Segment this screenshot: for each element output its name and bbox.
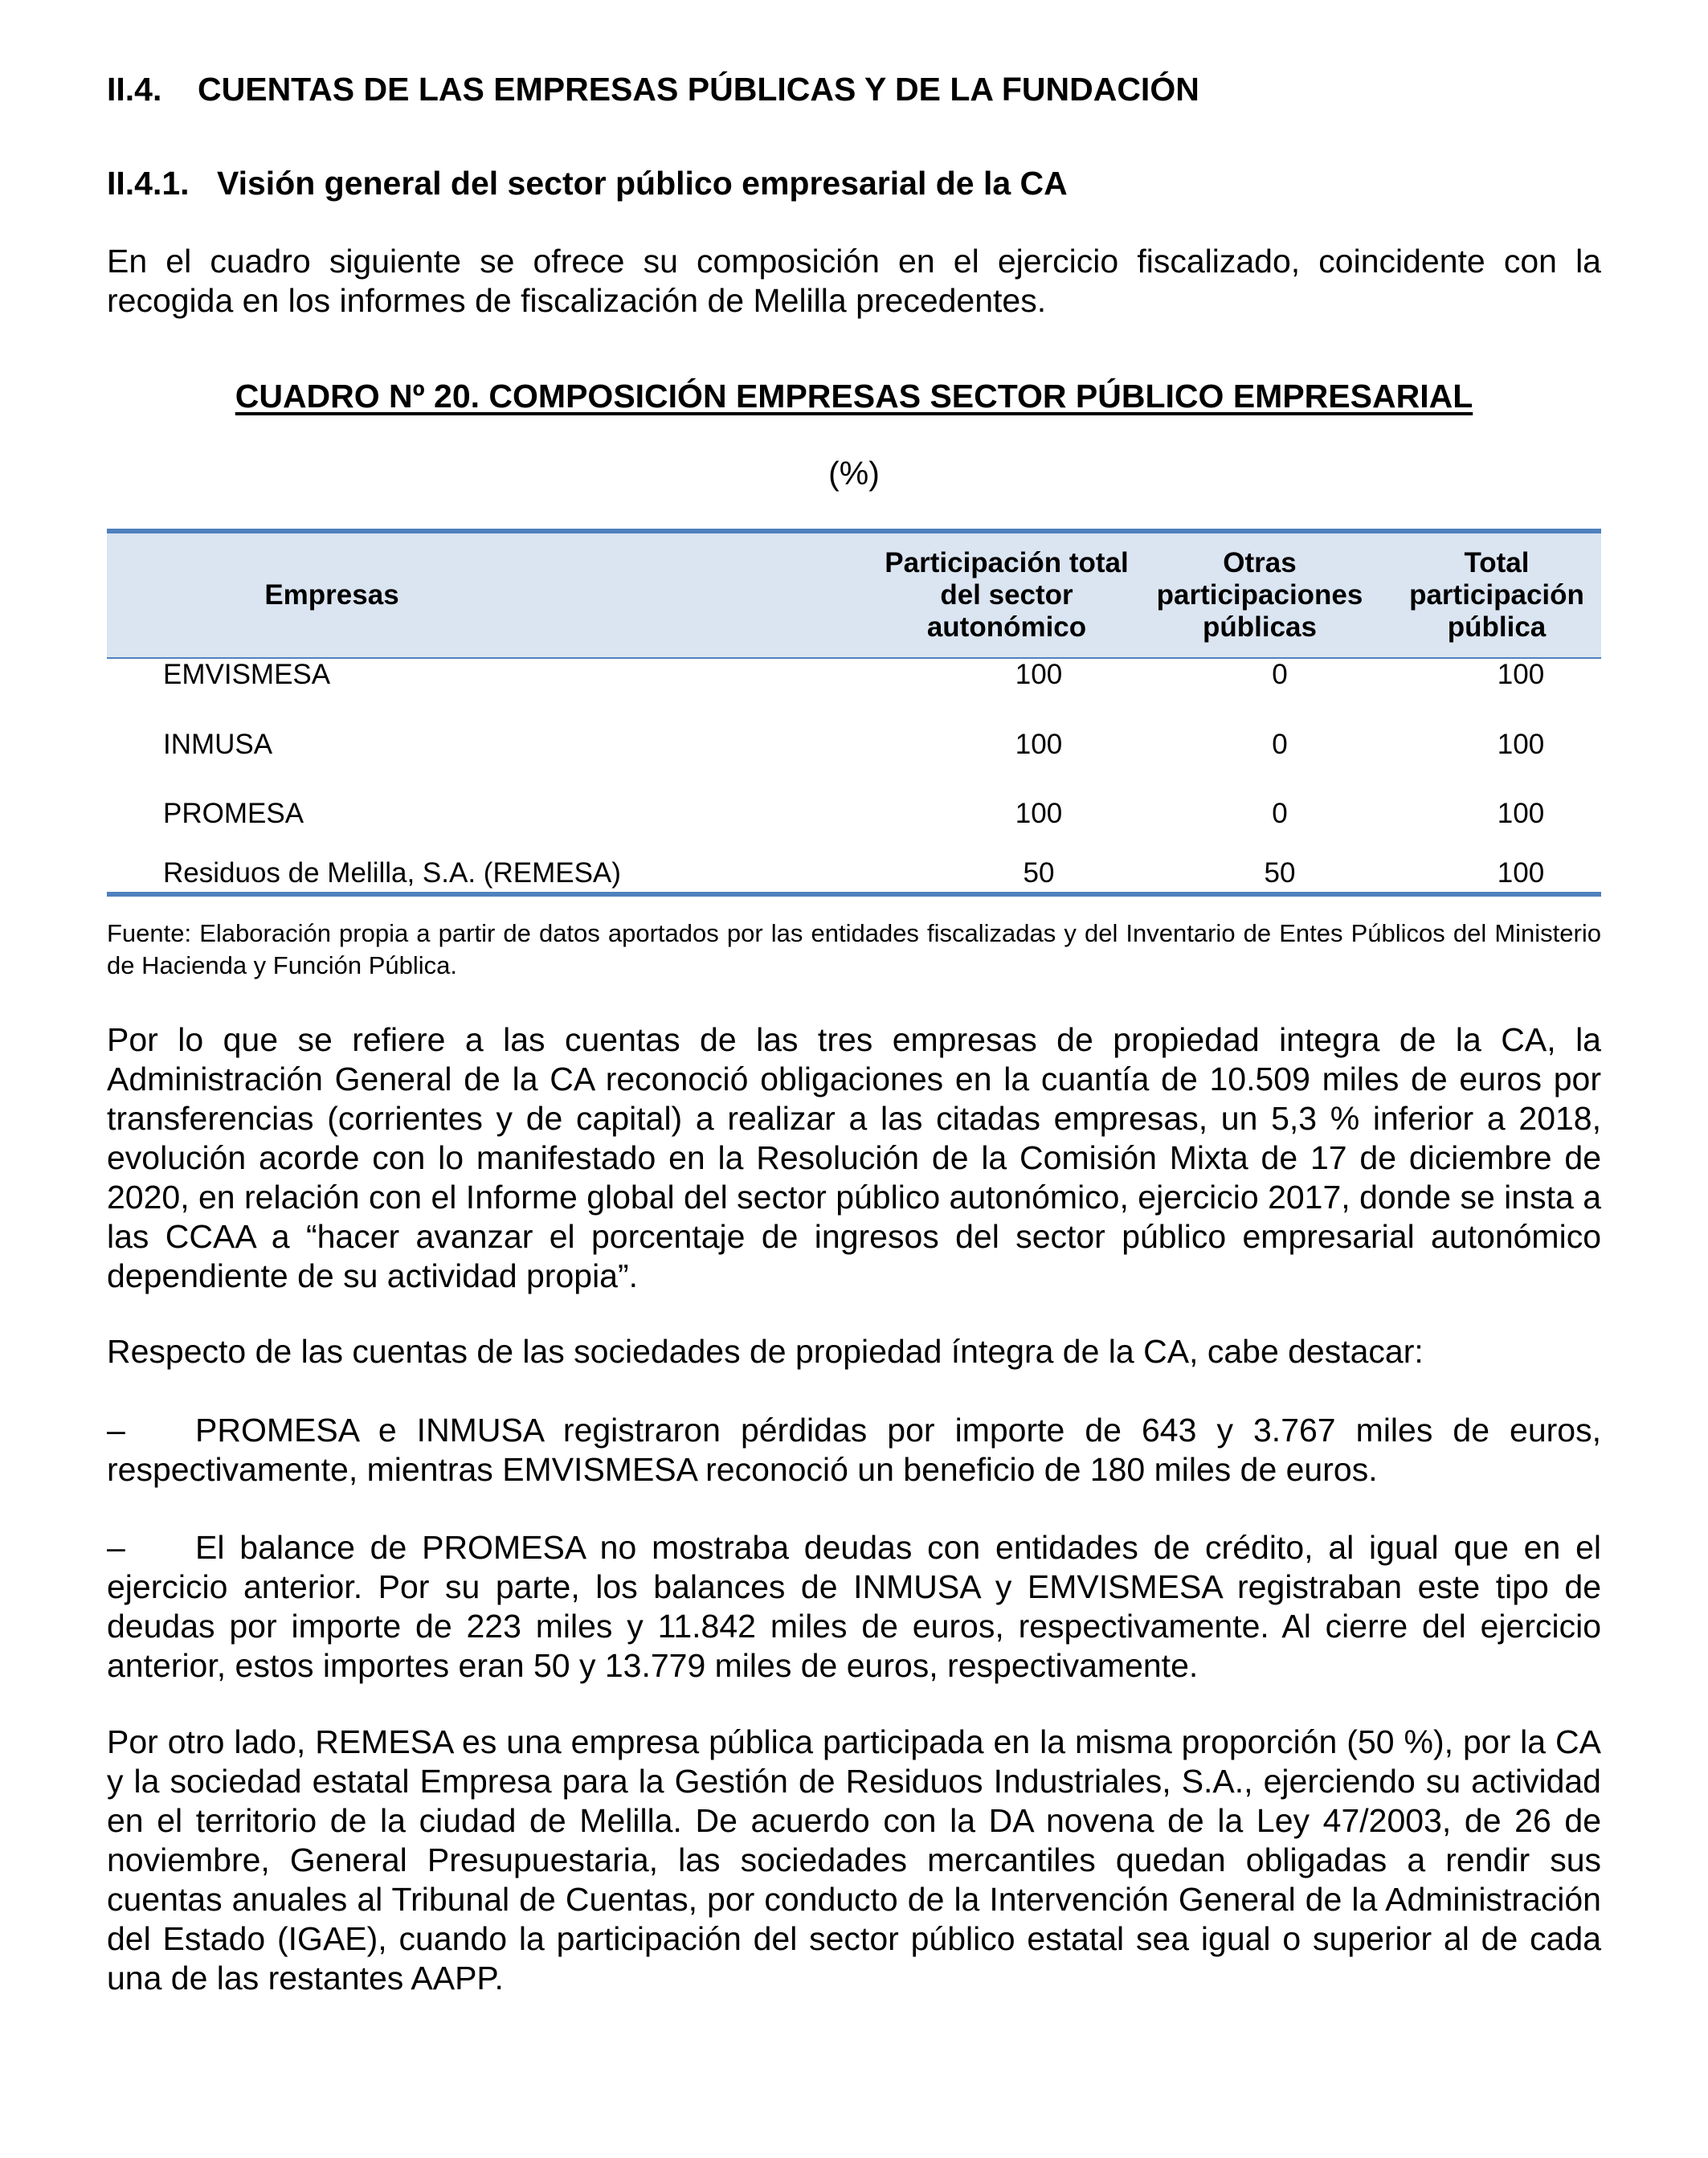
header-autonomic-label: Participación total del sector autonómico	[885, 547, 1129, 643]
composition-table	[107, 529, 1601, 905]
cell-other: 0	[1272, 659, 1288, 690]
bullet-debts-text: El balance de PROMESA no mostraba deudas con entidades de crédito, al igual que en el ejercicio anterior. Por su parte, los balances de INMUSA y EMVISMESA registraban este tipo de deudas por importe de 223 miles y 11.842 miles de euros, respectivamente. Al cierre del ejercicio anterior, estos importes eran 50 y 13.779 miles de euros, respectivamente.	[107, 1529, 1601, 1684]
bullet-debts	[107, 1528, 1601, 1686]
header-other	[1135, 533, 1384, 657]
cell-company: EMVISMESA	[163, 659, 331, 690]
table-header	[107, 533, 1601, 659]
table-row	[107, 729, 1601, 798]
table-bottom-rule	[107, 892, 1601, 897]
cell-other: 50	[1264, 857, 1296, 889]
header-total	[1392, 533, 1601, 657]
cell-total: 100	[1497, 798, 1545, 829]
table-source-note: Fuente: Elaboración propia a partir de datos aportados por las entidades fiscalizadas y del Inventario de Entes Públicos del Ministerio de Hacienda y Función Pública.	[107, 919, 1601, 979]
subsection-title: Visión general del sector público empresarial de la CA	[217, 165, 1068, 202]
cell-autonomic: 100	[1015, 729, 1063, 760]
paragraph-remesa: Por otro lado, REMESA es una empresa pública participada en la misma proporción (50 %), por la CA y la sociedad estatal Empresa para la Gestión de Residuos Industriales, S.A., ejerciendo su actividad en el territorio de la ciudad de Melilla. De acuerdo con la DA novena de la Ley 47/2003, de 26 de noviembre, General Presupuestaria, las sociedades mercantiles quedan obligadas a rendir sus cuentas anuales al Tribunal de Cuentas, por conducto de la Intervención General de la Administración del Estado (IGAE), cuando la participación del sector público estatal sea igual o superior al de cada una de las restantes AAPP.	[107, 1723, 1601, 1997]
table-unit: (%)	[828, 455, 880, 492]
table-row	[107, 857, 1601, 905]
paragraph-highlights-intro: Respecto de las cuentas de las sociedades de propiedad íntegra de la CA, cabe destacar:	[107, 1333, 1424, 1370]
bullet-dash: –	[107, 1529, 125, 1566]
cell-other: 0	[1272, 729, 1288, 760]
cell-other: 0	[1272, 798, 1288, 829]
header-autonomic	[878, 533, 1135, 657]
subsection-number: II.4.1.	[107, 165, 190, 202]
cell-autonomic: 50	[1023, 857, 1055, 889]
paragraph-transfers: Por lo que se refiere a las cuentas de las tres empresas de propiedad integra de la CA, la Administración General de la CA reconoció obligaciones en la cuantía de 10.509 miles de euros por transferencias (corrientes y de capital) a realizar a las citadas empresas, un 5,3 % inferior a 2018, evolución acorde con lo manifestado en la Resolución de la Comisión Mixta de 17 de diciembre de 2020, en relación con el Informe global del sector público autonómico, ejercicio 2017, donde se insta a las CCAA a “hacer avanzar el porcentaje de ingresos del sector público empresarial autonómico dependiente de su actividad propia”.	[107, 1021, 1601, 1294]
table-body	[107, 659, 1601, 905]
cell-autonomic: 100	[1015, 659, 1063, 690]
intro-paragraph: En el cuadro siguiente se ofrece su composición en el ejercicio fiscalizado, coincidente con la recogida en los informes de fiscalización de Melilla precedentes.	[107, 243, 1601, 319]
section-heading	[107, 71, 1199, 108]
table-row	[107, 798, 1601, 857]
cell-total: 100	[1497, 857, 1545, 889]
cell-company: PROMESA	[163, 798, 304, 829]
cell-autonomic: 100	[1015, 798, 1063, 829]
cell-total: 100	[1497, 729, 1545, 760]
cell-company: INMUSA	[163, 729, 273, 760]
section-title: CUENTAS DE LAS EMPRESAS PÚBLICAS Y DE LA FUNDACIÓN	[198, 71, 1199, 108]
table-title: CUADRO Nº 20. COMPOSICIÓN EMPRESAS SECTOR PÚBLICO EMPRESARIAL	[235, 378, 1473, 415]
header-other-label: Otras participaciones públicas	[1156, 547, 1363, 643]
bullet-losses-text: PROMESA e INMUSA registraron pérdidas por importe de 643 y 3.767 miles de euros, respectivamente, mientras EMVISMESA reconoció un beneficio de 180 miles de euros.	[107, 1412, 1601, 1488]
subsection-heading	[107, 165, 1068, 202]
header-total-label: Total participación pública	[1409, 547, 1584, 643]
section-number: II.4.	[107, 71, 162, 108]
header-company	[107, 533, 557, 657]
header-company-label: Empresas	[264, 579, 399, 611]
cell-total: 100	[1497, 659, 1545, 690]
bullet-dash: –	[107, 1412, 125, 1449]
bullet-losses	[107, 1411, 1601, 1490]
cell-company: Residuos de Melilla, S.A. (REMESA)	[163, 857, 621, 889]
table-row	[107, 659, 1601, 729]
